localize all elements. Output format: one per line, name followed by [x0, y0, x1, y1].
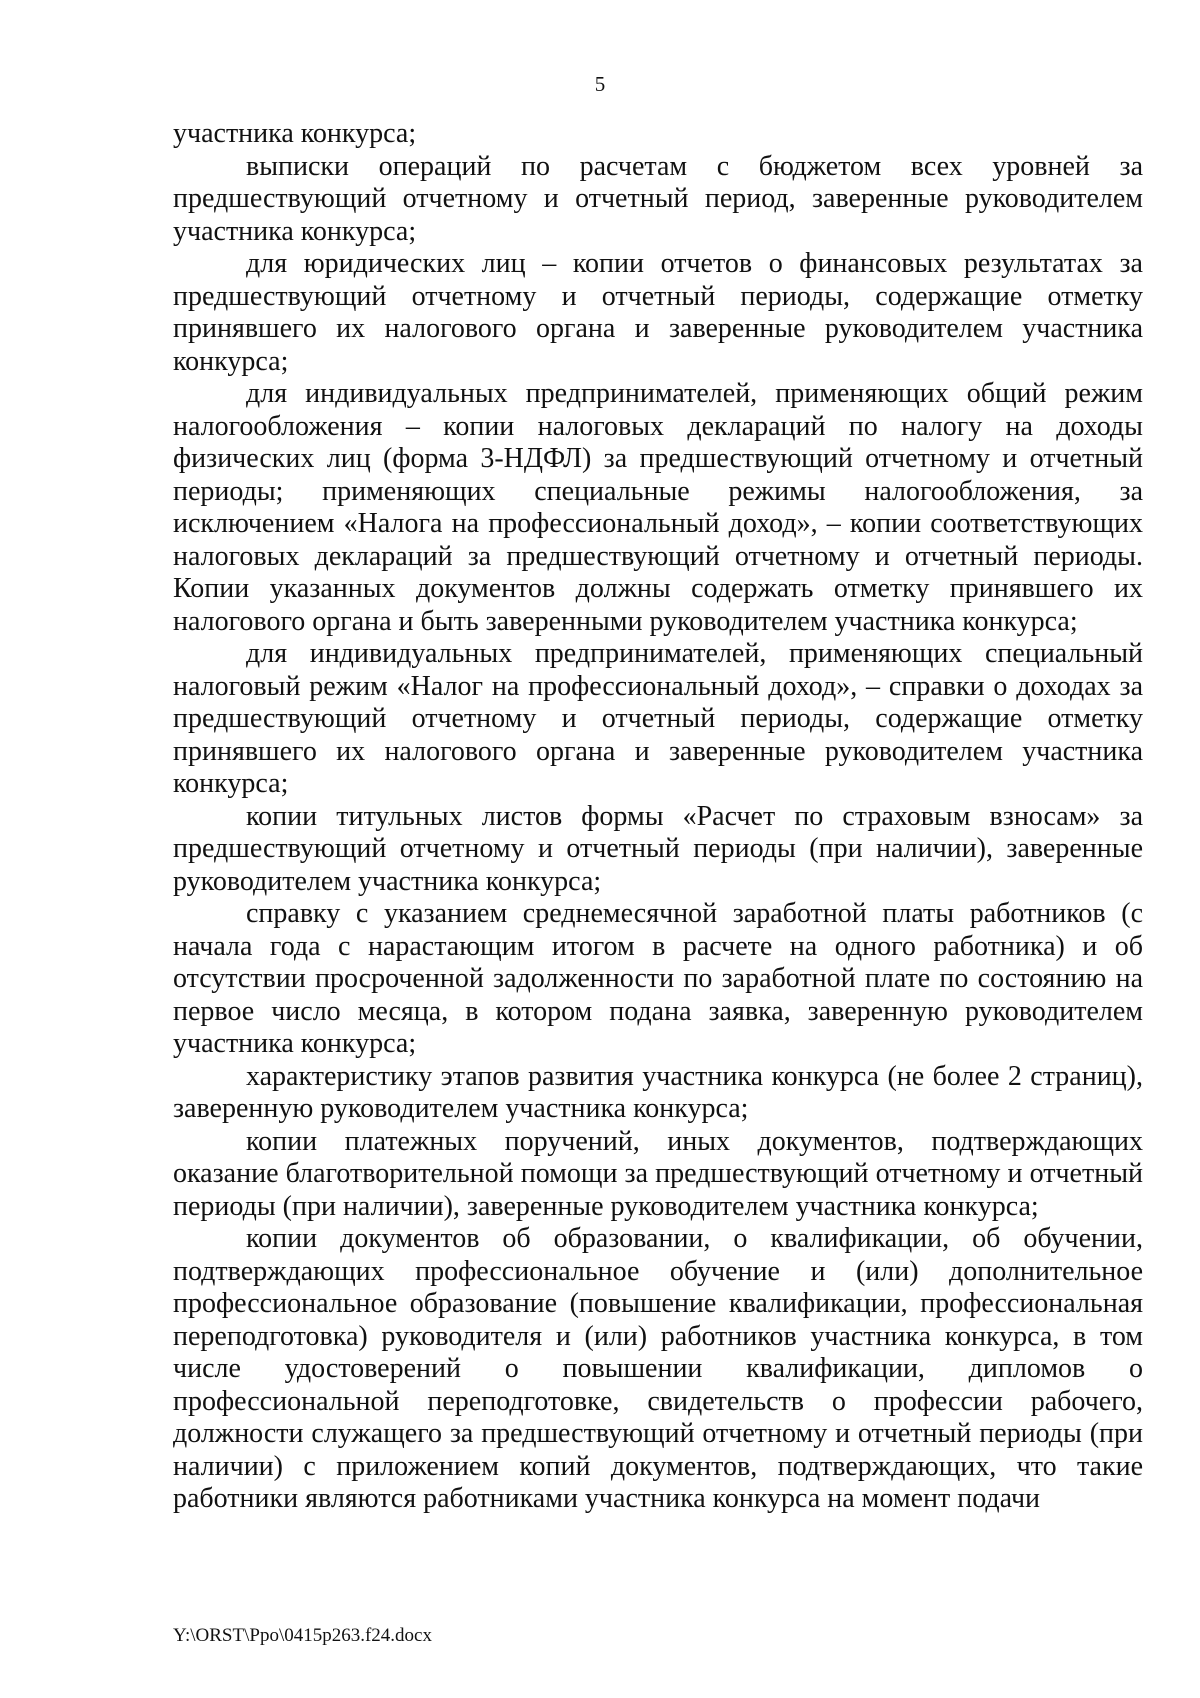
- paragraph-average-salary: справку с указанием среднемесячной заработной платы работников (с начала года с нарастающим итогом в расчете на одного работника) и об отсутствии просроченной задолженности по заработной плате по состоянию на первое число месяца, в котором подана заявка, заверенную руководителем участника конкурса;: [173, 898, 1143, 1059]
- paragraph-legal-entities: для юридических лиц – копии отчетов о финансовых результатах за предшествующий отчетному и отчетный периоды, содержащие отметку принявшего их налогового органа и заверенные руководителем участника конкурса;: [173, 248, 1143, 377]
- paragraph-development-stages: характеристику этапов развития участника конкурса (не более 2 страниц), заверенную руководителем участника конкурса;: [173, 1060, 1143, 1124]
- paragraph-insurance-contributions: копии титульных листов формы «Расчет по страховым взносам» за предшествующий отчетному и отчетный периоды (при наличии), заверенные руководителем участника конкурса;: [173, 800, 1143, 897]
- paragraph-individual-entrepreneurs-general-regime: для индивидуальных предпринимателей, применяющих общий режим налогообложения – копии налоговых деклараций по налогу на доходы физических лиц (форма 3-НДФЛ) за предшествующий отчетному и отчетный периоды; применяющих специальные режимы налогообложения, за исключением «Налога на профессиональный доход», – копии соответствующих налоговых деклараций за предшествующий отчетному и отчетный периоды. Копии указанных документов должны содержать отметку принявшего их налогового органа и быть заверенными руководителем участника конкурса;: [173, 378, 1143, 637]
- paragraph-charitable-assistance: копии платежных поручений, иных документов, подтверждающих оказание благотворительной помощи за предшествующий отчетному и отчетный периоды (при наличии), заверенные руководителем участника конкурса;: [173, 1125, 1143, 1222]
- paragraph-budget-statements: выписки операций по расчетам с бюджетом всех уровней за предшествующий отчетному и отчетный период, заверенные руководителем участника конкурса;: [173, 150, 1143, 247]
- paragraph-education-documents: копии документов об образовании, о квалификации, об обучении, подтверждающих профессиональное обучение и (или) дополнительное профессиональное образование (повышение квалификации, профессиональная переподготовка) руководителя и (или) работников участника конкурса, в том числе удостоверений о повышении квалификации, дипломов о профессиональной переподготовке, свидетельств о профессии рабочего, должности служащего за предшествующий отчетному и отчетный периоды (при наличии) с приложением копий документов, подтверждающих, что такие работники являются работниками участника конкурса на момент подачи: [173, 1223, 1143, 1514]
- document-body: [173, 118, 1143, 1516]
- footer-file-path: Y:\ORST\Ppo\0415p263.f24.docx: [173, 1625, 432, 1646]
- paragraph-individual-entrepreneurs-professional-income: для индивидуальных предпринимателей, применяющих специальный налоговый режим «Налог на профессиональный доход», – справки о доходах за предшествующий отчетному и отчетный периоды, содержащие отметку принявшего их налогового органа и заверенные руководителем участника конкурса;: [173, 638, 1143, 799]
- page-number: 5: [594, 72, 606, 96]
- paragraph-continuation: участника конкурса;: [173, 118, 417, 149]
